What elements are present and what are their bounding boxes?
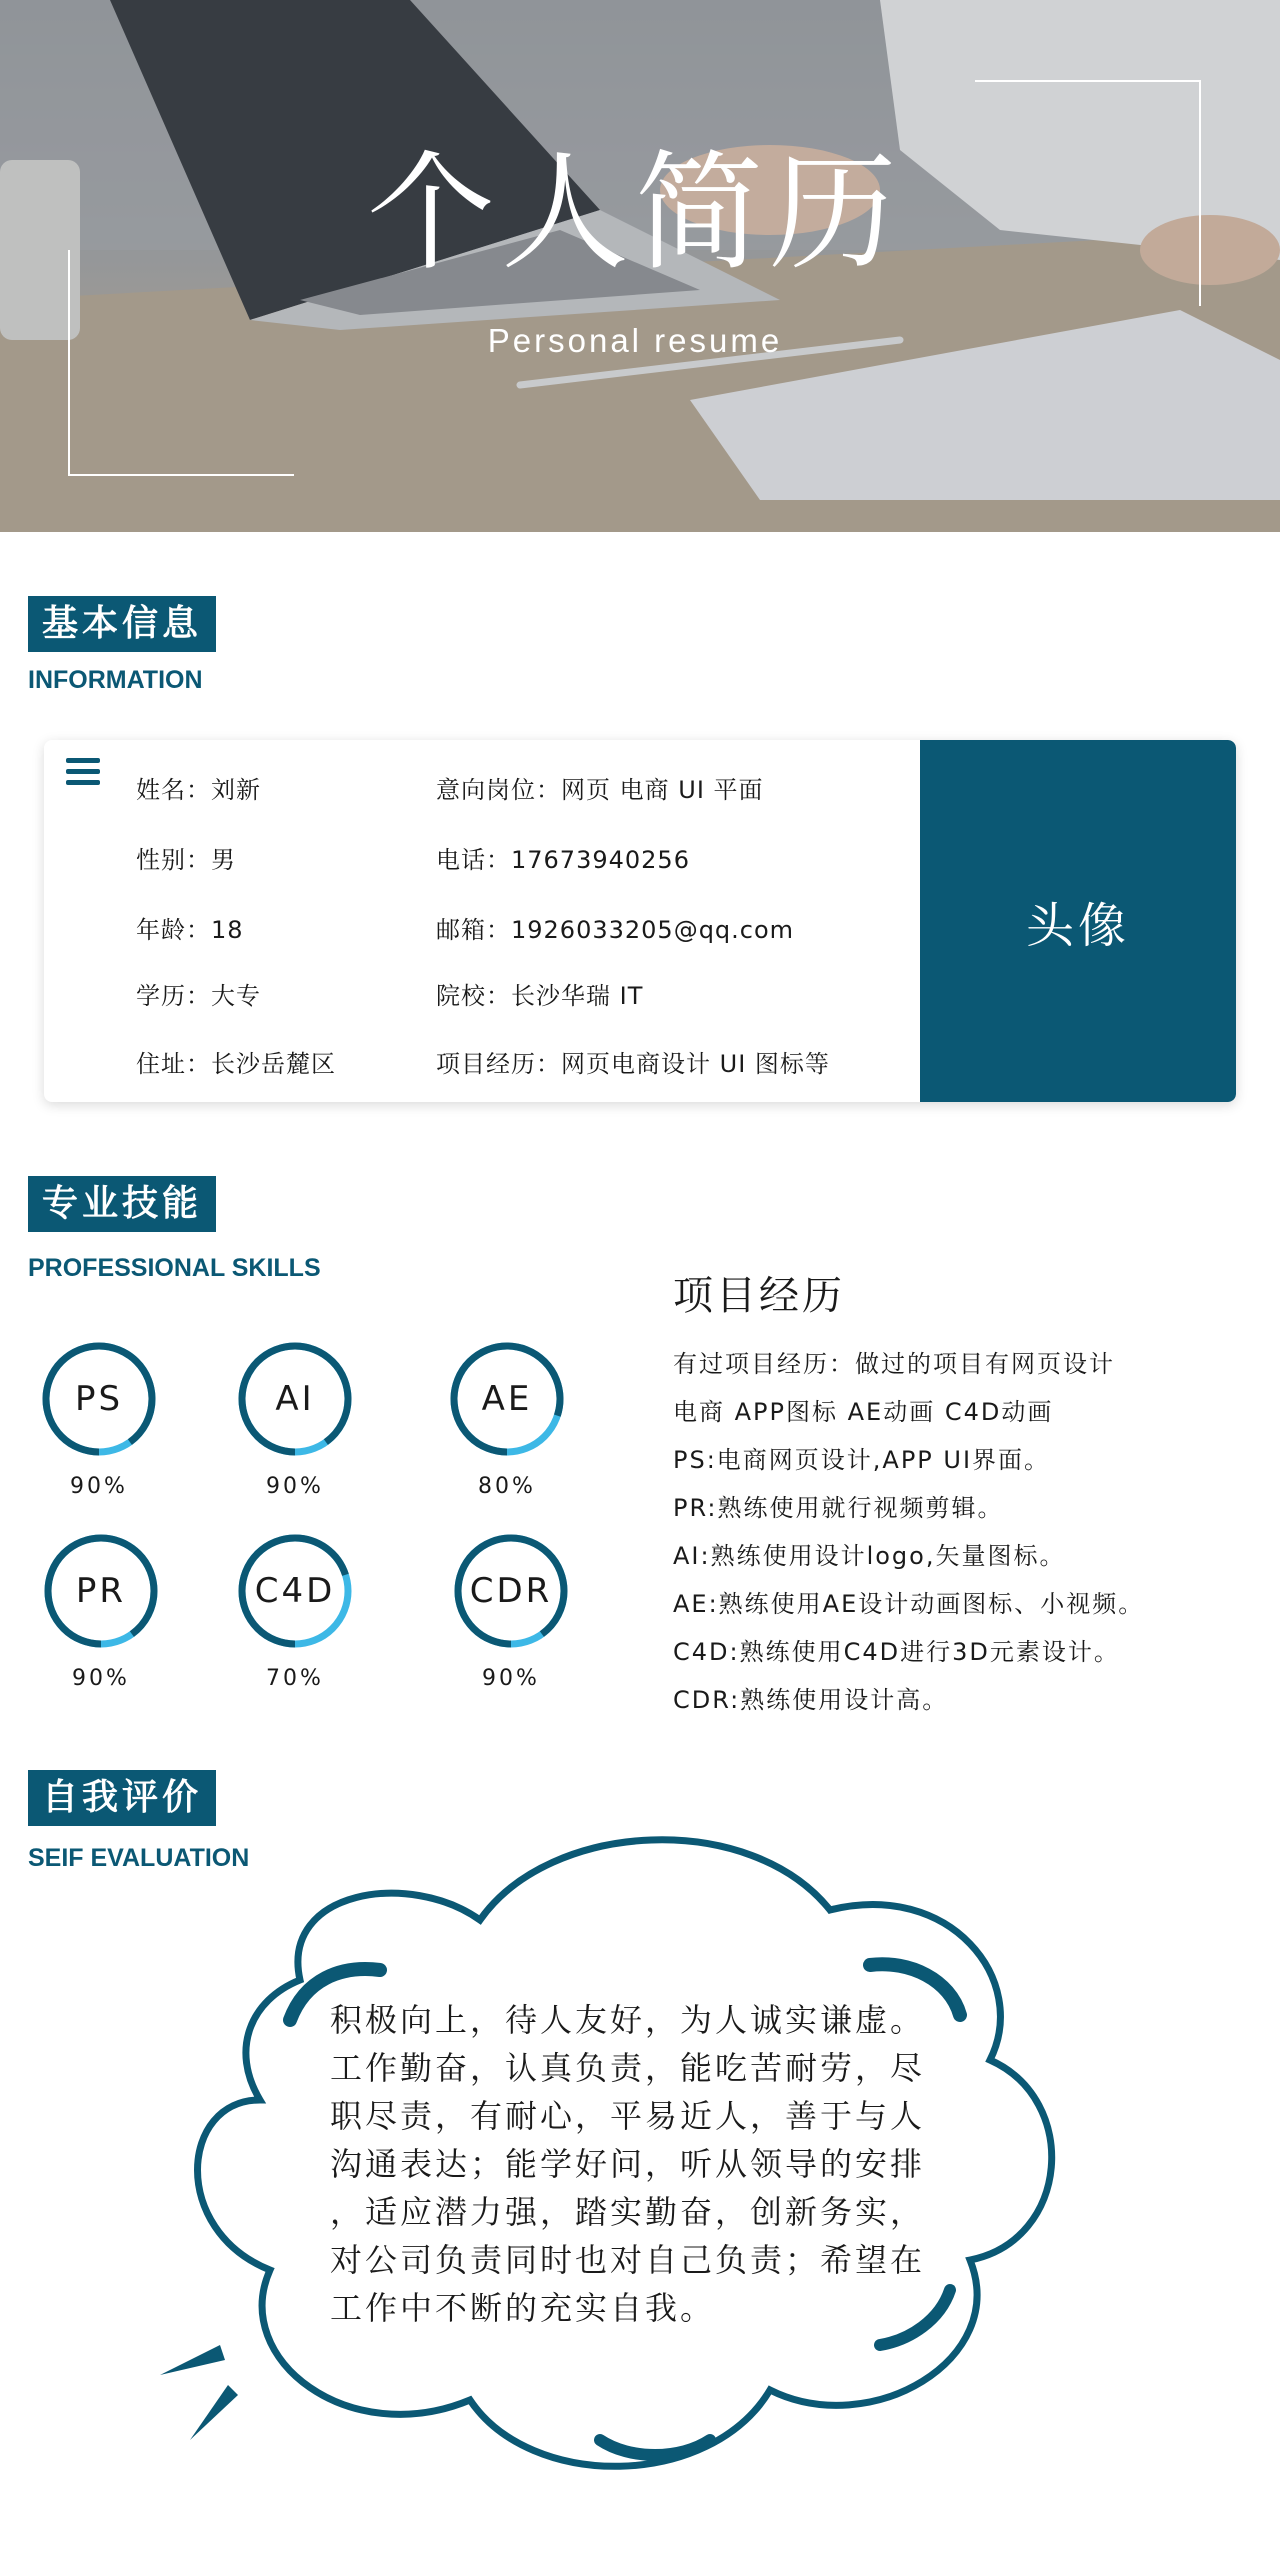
skill-ring <box>448 1340 566 1458</box>
info-name: 姓名：刘新 <box>136 776 261 804</box>
hero-subtitle: Personal resume <box>487 322 783 359</box>
section-subtitle-basic-info: INFORMATION <box>28 666 203 694</box>
evaluation-line: 工作勤奋，认真负责，能吃苦耐劳，尽 <box>330 2049 926 2087</box>
self-evaluation-text <box>330 1996 1010 2332</box>
skill-name: C4D <box>254 1571 336 1611</box>
info-email: 邮箱：1926033205@qq.com <box>436 916 795 944</box>
skill-ai <box>236 1340 354 1499</box>
skill-ring <box>236 1532 354 1650</box>
skill-name: CDR <box>469 1571 553 1611</box>
section-title-basic-info: 基本信息 <box>28 596 216 652</box>
skill-percent: 80% <box>478 1474 536 1499</box>
info-address: 住址：长沙岳麓区 <box>136 1050 336 1078</box>
info-phone: 电话：17673940256 <box>436 846 690 874</box>
project-line: PS:电商网页设计,APP UI界面。 <box>673 1446 1051 1474</box>
evaluation-line: 工作中不断的充实自我。 <box>330 2289 716 2327</box>
avatar-placeholder[interactable] <box>920 740 1236 1102</box>
project-experience-list <box>673 1340 1273 1724</box>
section-subtitle-skills: PROFESSIONAL SKILLS <box>28 1254 321 1282</box>
skill-percent: 90% <box>266 1474 324 1499</box>
project-line: CDR:熟练使用设计高。 <box>673 1686 949 1714</box>
skill-percent: 90% <box>72 1666 130 1691</box>
evaluation-line: 对公司负责同时也对自己负责；希望在 <box>330 2241 926 2279</box>
project-line: 有过项目经历：做过的项目有网页设计 <box>673 1350 1115 1378</box>
skill-ring <box>40 1340 158 1458</box>
section-subtitle-evaluation: SEIF EVALUATION <box>28 1844 250 1872</box>
info-projects: 项目经历：网页电商设计 UI 图标等 <box>436 1050 830 1078</box>
skill-pr <box>42 1532 160 1691</box>
info-education: 学历：大专 <box>136 982 261 1010</box>
frame-line-bottom <box>68 474 294 476</box>
menu-icon[interactable] <box>66 758 100 788</box>
skill-name: AI <box>275 1379 315 1419</box>
section-title-skills: 专业技能 <box>28 1176 216 1232</box>
frame-line-top <box>975 80 1201 82</box>
frame-line-right <box>1199 80 1201 306</box>
skill-percent: 90% <box>70 1474 128 1499</box>
skill-percent: 70% <box>266 1666 324 1691</box>
frame-line-left <box>68 250 70 476</box>
project-line: AE:熟练使用AE设计动画图标、小视频。 <box>673 1590 1145 1618</box>
evaluation-line: 积极向上，待人友好，为人诚实谦虚。 <box>330 2001 926 2039</box>
skill-ring <box>452 1532 570 1650</box>
info-gender: 性别：男 <box>136 846 236 874</box>
evaluation-line: 沟通表达；能学好问，听从领导的安排 <box>330 2145 926 2183</box>
info-age: 年龄：18 <box>136 916 244 944</box>
skill-ring <box>236 1340 354 1458</box>
skill-name: AE <box>481 1379 533 1419</box>
project-line: PR:熟练使用就行视频剪辑。 <box>673 1494 1004 1522</box>
section-title-evaluation: 自我评价 <box>28 1770 216 1826</box>
project-line: C4D:熟练使用C4D进行3D元素设计。 <box>673 1638 1120 1666</box>
hero-banner <box>0 0 1280 532</box>
skill-ring <box>42 1532 160 1650</box>
skill-c4d <box>236 1532 354 1691</box>
evaluation-line: ，适应潜力强，踏实勤奋，创新务实， <box>330 2193 926 2231</box>
info-school: 院校：长沙华瑞 IT <box>436 982 644 1010</box>
skill-cdr <box>452 1532 570 1691</box>
avatar-label: 头像 <box>1025 897 1130 954</box>
evaluation-line: 职尽责，有耐心，平易近人，善于与人 <box>330 2097 926 2135</box>
skill-name: PR <box>75 1571 127 1611</box>
skill-ps <box>40 1340 158 1499</box>
project-line: AI:熟练使用设计logo,矢量图标。 <box>673 1542 1066 1570</box>
skill-ae <box>448 1340 566 1499</box>
hero-title: 个人简历 <box>366 139 903 288</box>
project-experience-title: 项目经历 <box>673 1273 845 1319</box>
skill-name: PS <box>74 1379 124 1419</box>
info-position: 意向岗位：网页 电商 UI 平面 <box>436 776 764 804</box>
skill-percent: 90% <box>482 1666 540 1691</box>
project-line: 电商 APP图标 AE动画 C4D动画 <box>673 1398 1054 1426</box>
info-card <box>44 740 1236 1102</box>
